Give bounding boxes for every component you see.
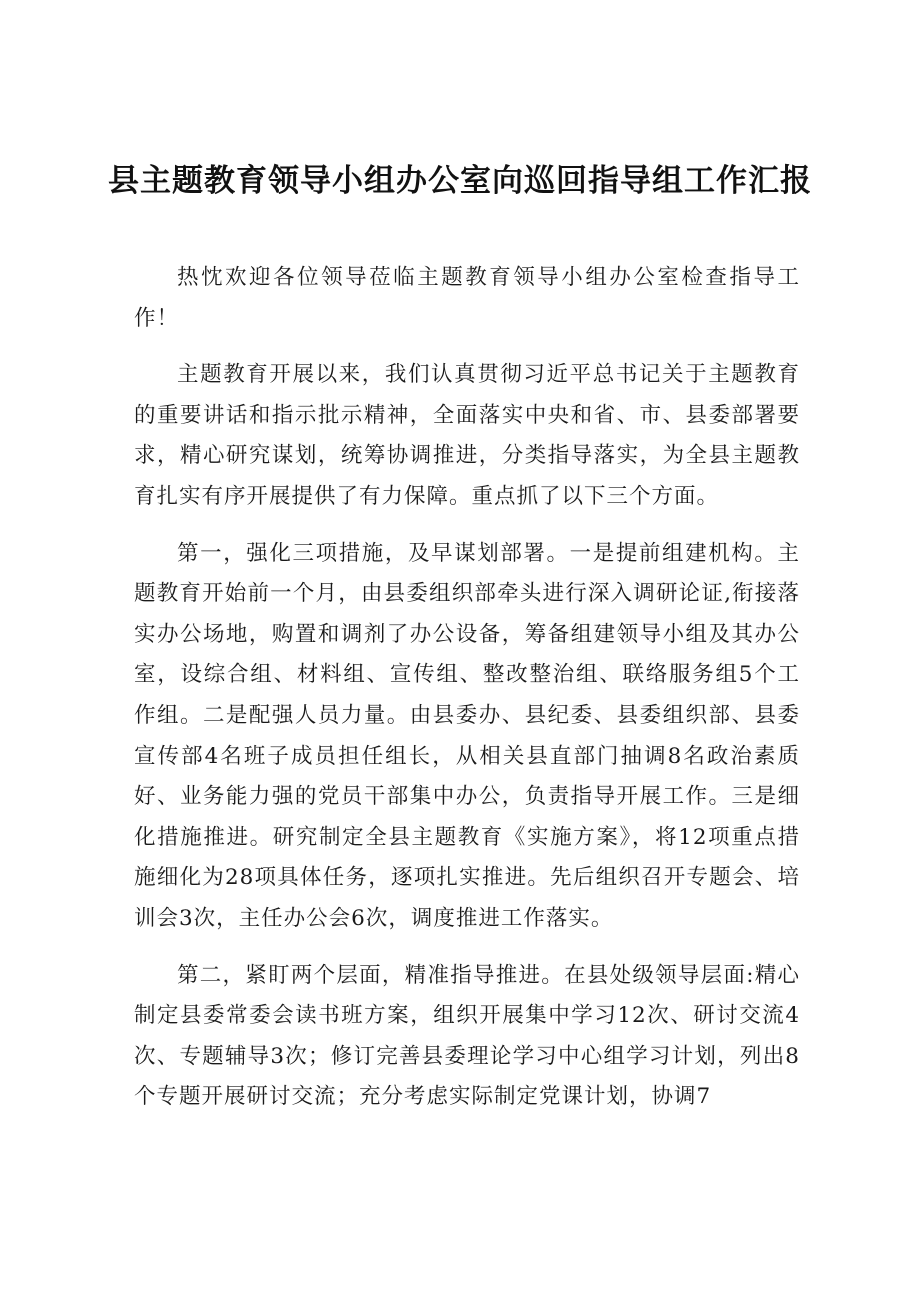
- paragraph-first-point: 第一，强化三项措施，及早谋划部署。一是提前组建机构。主题教育开始前一个月，由县委组织部牵头进行深入调研论证,衔接落实办公场地，购置和调剂了办公设备，筹备组建领导小组及其办公室，设综合组、材料组、宣传组、整改整治组、联络服务组5个工作组。二是配强人员力量。由县委办、县纪委、县委组织部、县委宣传部4名班子成员担任组长，从相关县直部门抽调8名政治素质好、业务能力强的党员干部集中办公，负责指导开展工作。三是细化措施推进。研究制定全县主题教育《实施方案》，将12项重点措施细化为28项具体任务，逐项扎实推进。先后组织召开专题会、培训会3次，主任办公会6次，调度推进工作落实。: [134, 540, 800, 931]
- paragraph-second-point: 第二，紧盯两个层面，精准指导推进。在县处级领导层面:精心制定县委常委会读书班方案，组织开展集中学习12次、研讨交流4次、专题辅导3次；修订完善县委理论学习中心组学习计划，列出8个专题开展研讨交流；充分考虑实际制定党课计划，协调7: [134, 962, 800, 1110]
- paragraph-overview: 主题教育开展以来，我们认真贯彻习近平总书记关于主题教育的重要讲话和指示批示精神，全面落实中央和省、市、县委部署要求，精心研究谋划，统筹协调推进，分类指导落实，为全县主题教育扎实有序开展提供了有力保障。重点抓了以下三个方面。: [134, 362, 800, 509]
- document-title: 县主题教育领导小组办公室向巡回指导组工作汇报: [108, 163, 812, 199]
- paragraph-welcome: 热忱欢迎各位领导莅临主题教育领导小组办公室检查指导工作！: [134, 265, 800, 331]
- document-body: [134, 258, 800, 1134]
